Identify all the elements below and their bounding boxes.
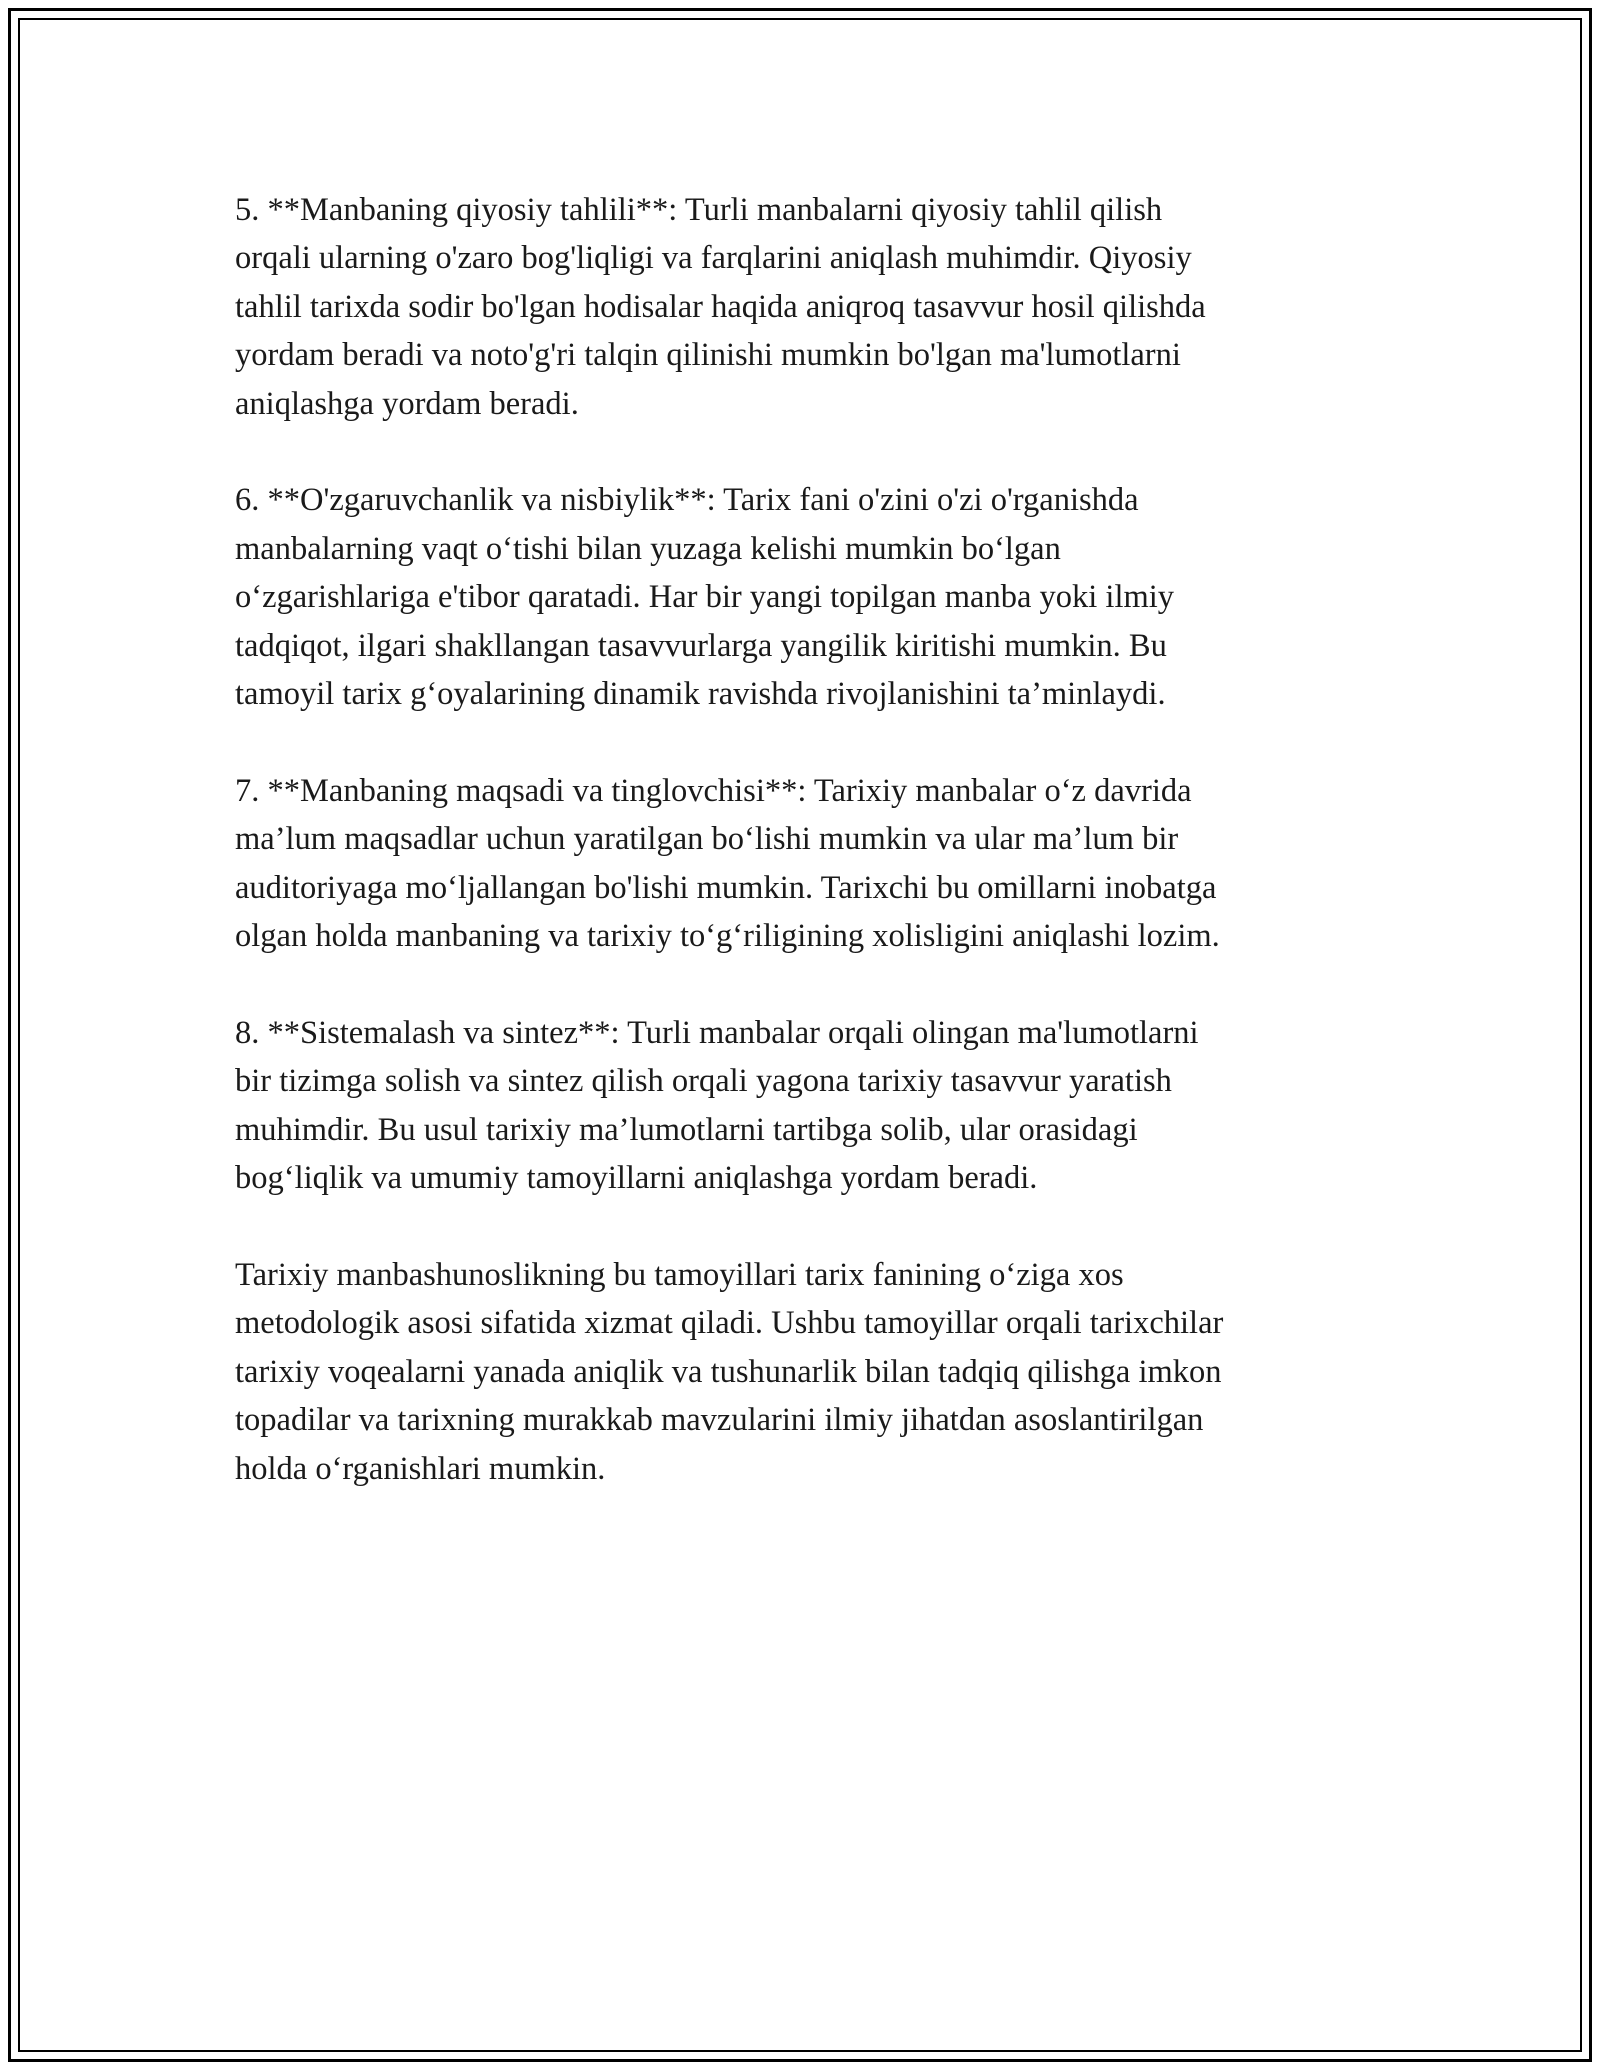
paragraph-principle-7 xyxy=(235,767,1365,961)
text-line: tadqiqot, ilgari shakllangan tasavvurlarga yangilik kiritishi mumkin. Bu xyxy=(235,627,1167,664)
document-body xyxy=(235,186,1365,1541)
text-line: tamoyil tarix g‘oyalarining dinamik ravishda rivojlanishini ta’minlaydi. xyxy=(235,676,1166,713)
text-line: bir tizimga solish va sintez qilish orqali yagona tarixiy tasavvur yaratish xyxy=(235,1063,1172,1100)
text-line: tahlil tarixda sodir bo'lgan hodisalar haqida aniqroq tasavvur hosil qilishda xyxy=(235,288,1206,325)
text-line: o‘zgarishlariga e'tibor qaratadi. Har bir yangi topilgan manba yoki ilmiy xyxy=(235,579,1175,616)
text-line: orqali ularning o'zaro bog'liqligi va farqlarini aniqlash muhimdir. Qiyosiy xyxy=(235,240,1192,277)
text-line: holda o‘rganishlari mumkin. xyxy=(235,1450,606,1487)
paragraph-principle-8 xyxy=(235,1009,1365,1203)
text-line: 6. **O'zgaruvchanlik va nisbiylik**: Tarix fani o'zini o'zi o'rganishda xyxy=(235,482,1139,519)
text-line: yordam beradi va noto'g'ri talqin qilinishi mumkin bo'lgan ma'lumotlarni xyxy=(235,337,1181,374)
text-line: auditoriyaga mo‘ljallangan bo'lishi mumkin. Tarixchi bu omillarni inobatga xyxy=(235,869,1217,906)
text-line: manbalarning vaqt o‘tishi bilan yuzaga kelishi mumkin bo‘lgan xyxy=(235,530,1061,567)
text-line: metodologik asosi sifatida xizmat qiladi. Ushbu tamoyillar orqali tarixchilar xyxy=(235,1305,1224,1342)
text-line: aniqlashga yordam beradi. xyxy=(235,385,579,422)
text-line: ma’lum maqsadlar uchun yaratilgan bo‘lishi mumkin va ular ma’lum bir xyxy=(235,821,1179,858)
text-line: bog‘liqlik va umumiy tamoyillarni aniqlashga yordam beradi. xyxy=(235,1160,1038,1197)
text-line: olgan holda manbaning va tarixiy to‘g‘riligining xolisligini aniqlashi lozim. xyxy=(235,918,1220,955)
text-line: 5. **Manbaning qiyosiy tahlili**: Turli manbalarni qiyosiy tahlil qilish xyxy=(235,192,1163,228)
paragraph-conclusion xyxy=(235,1251,1365,1493)
text-line: muhimdir. Bu usul tarixiy ma’lumotlarni tartibga solib, ular orasidagi xyxy=(235,1111,1138,1148)
paragraph-principle-5 xyxy=(235,186,1365,428)
text-line: 8. **Sistemalash va sintez**: Turli manbalar orqali olingan ma'lumotlarni xyxy=(235,1014,1199,1051)
text-line: 7. **Manbaning maqsadi va tinglovchisi**: Tarixiy manbalar o‘z davrida xyxy=(235,772,1192,809)
text-line: tarixiy voqealarni yanada aniqlik va tushunarlik bilan tadqiq qilishga imkon xyxy=(235,1353,1222,1390)
paragraph-principle-6 xyxy=(235,476,1365,718)
text-line: topadilar va tarixning murakkab mavzularini ilmiy jihatdan asoslantirilgan xyxy=(235,1402,1204,1439)
text-line: Tarixiy manbashunoslikning bu tamoyillari tarix fanining o‘ziga xos xyxy=(235,1256,1124,1293)
